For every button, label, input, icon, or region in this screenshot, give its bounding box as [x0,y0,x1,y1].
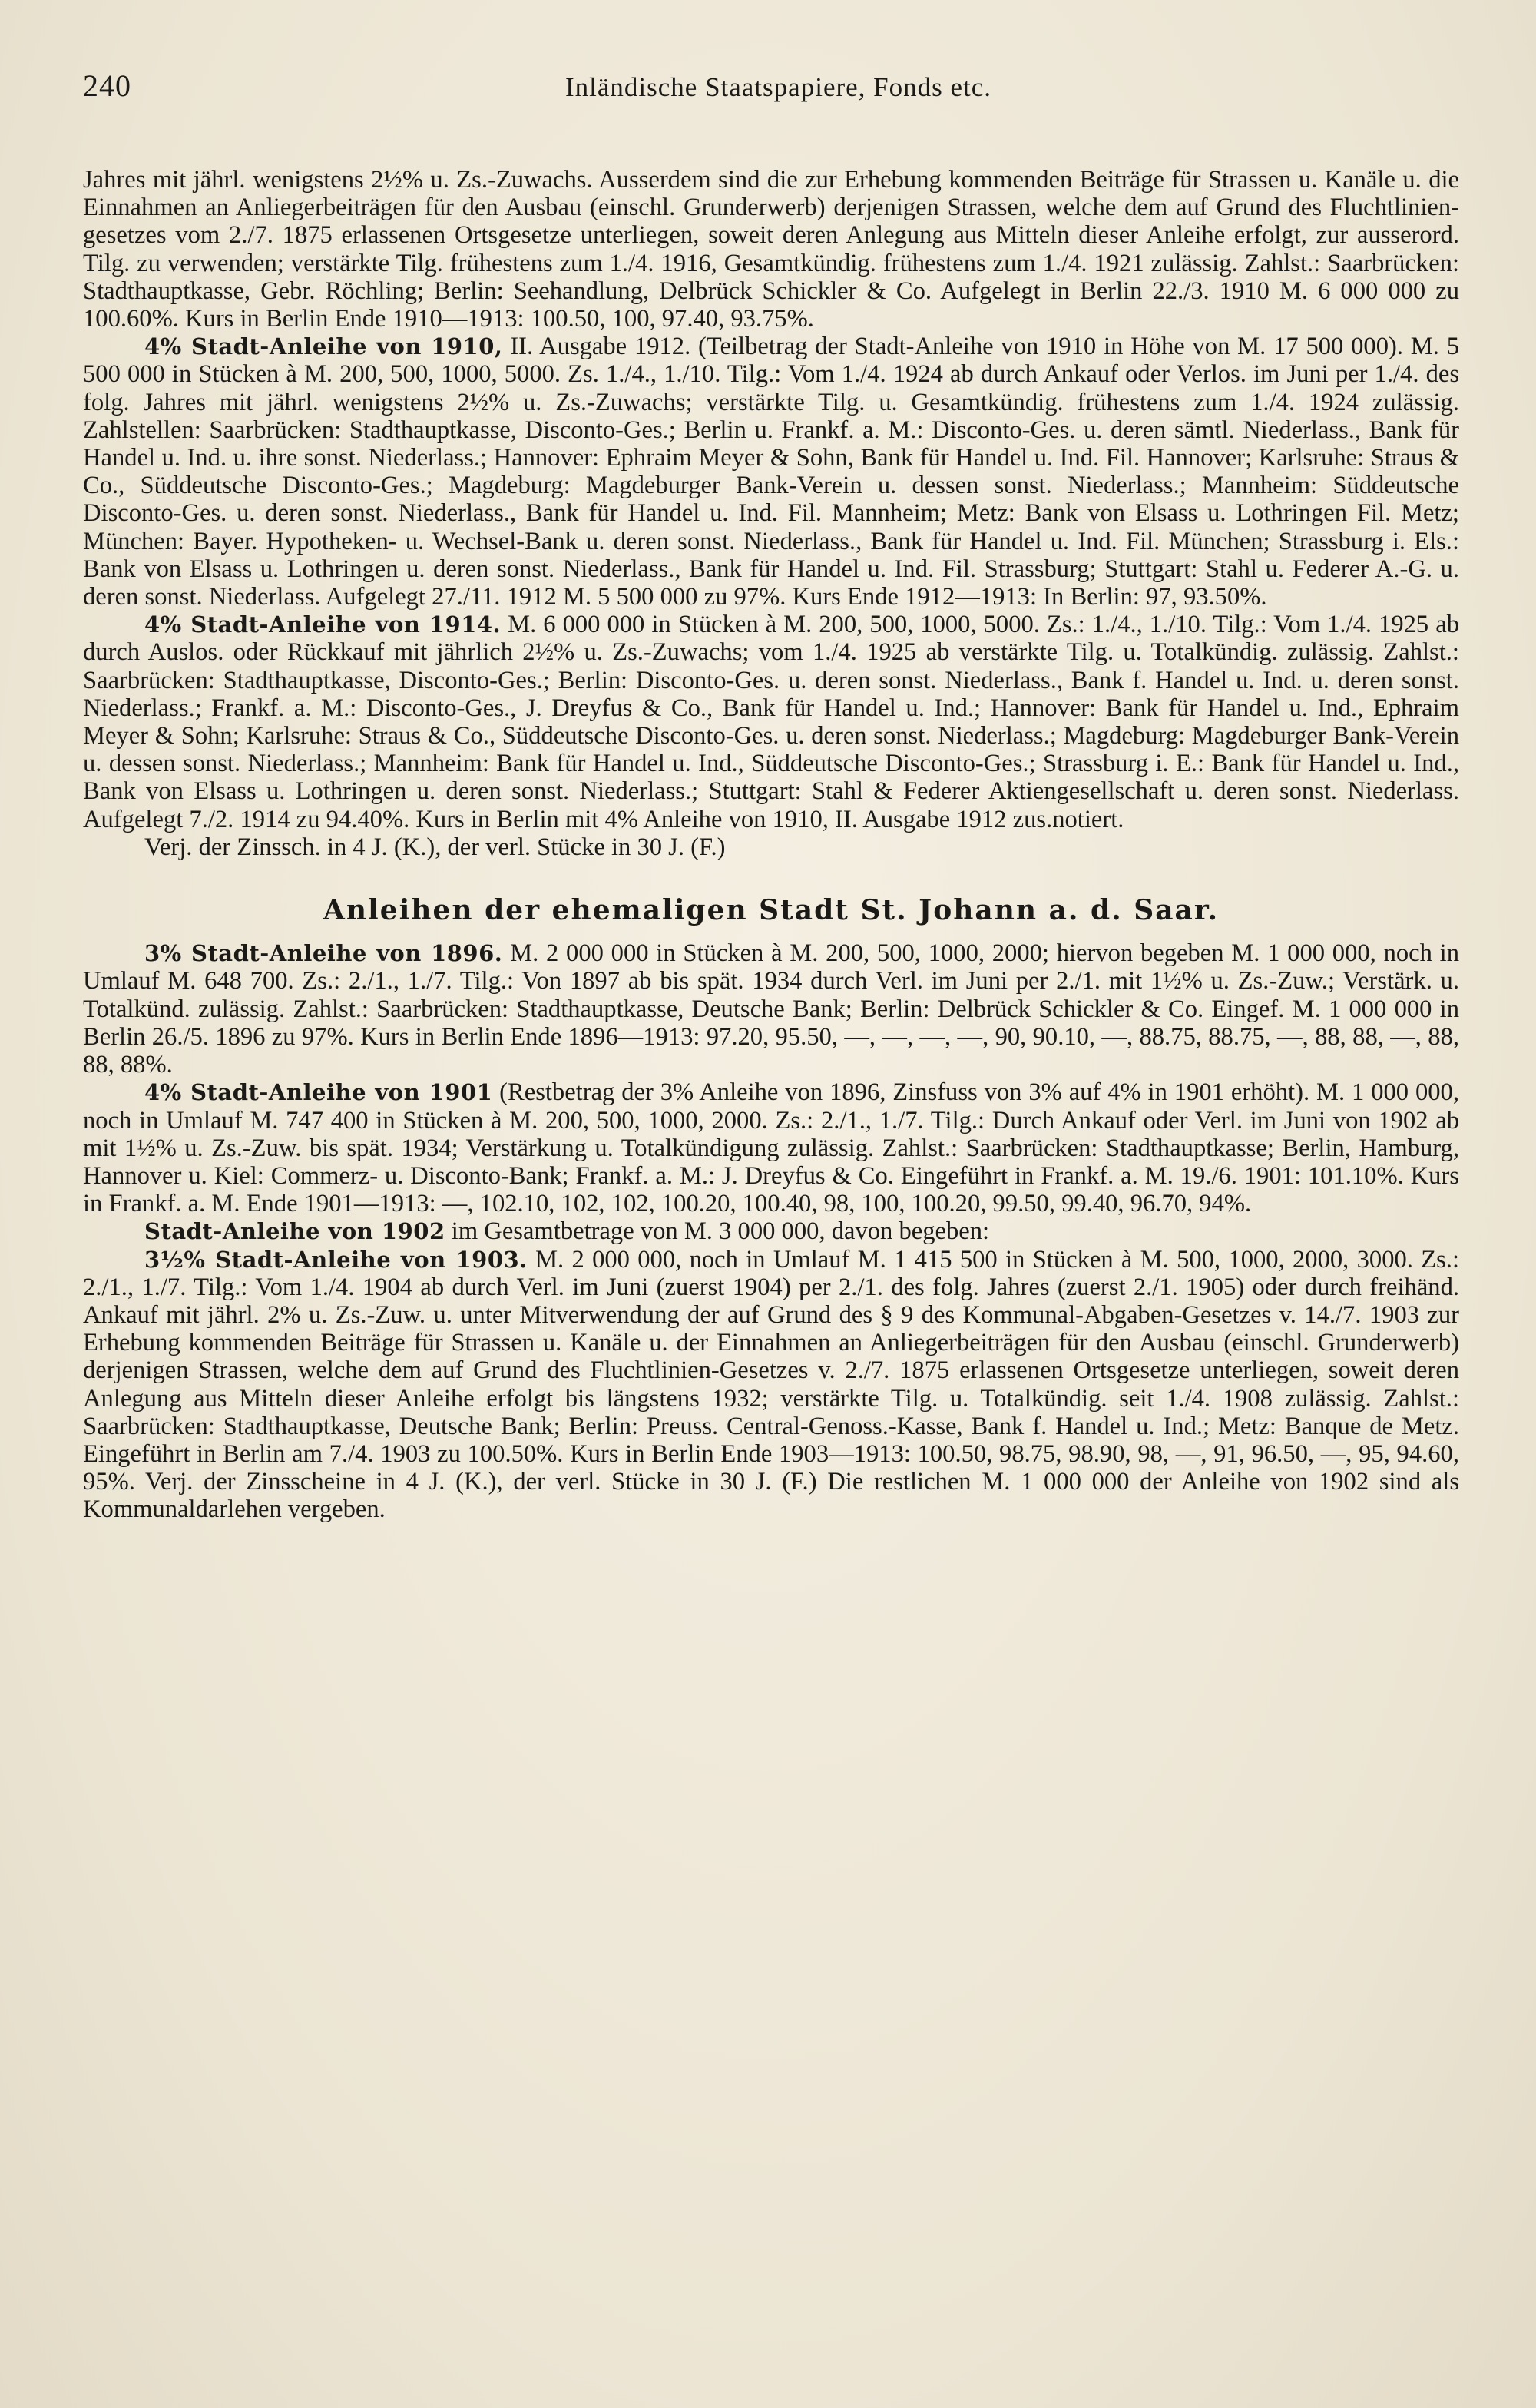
paragraph-text: M. 2 000 000 in Stücken à M. 200, 500, 1000, 2000; hiervon begeben M. 1 000 000, noch in Umlauf M. 648 700. Zs.: 2./1., 1./7. Tilg.: Von 1897 ab bis spät. 1934 durch Verl. im Juni per 2./1. mit 1½% u. Zs.-Zuw.; Verstärk. u. Totalkünd. zulässig. Zahlst.: Saarbrücken: Stadthauptkasse, Deutsche Bank; Berlin: Delbrück Schickler & Co. Eingef. M. 1 000 000 in Berlin 26./5. 1896 zu 97%. Kurs in Berlin Ende 1896—1913: 97.20, 95.50, —, —, —, —, 90, 90.10, —, 88.75, 88.75, —, 88, 88, —, 88, 88, 88%. [83,939,1459,1079]
paragraph-anleihe-1914 [83,611,1459,833]
paragraph-anleihe-1903 [83,1246,1459,1524]
paragraph-text: M. 6 000 000 in Stücken à M. 200, 500, 1000, 5000. Zs.: 1./4., 1./10. Tilg.: Vom 1./4. 1925 ab durch Auslos. oder Rückkauf mit jährlich 2½% u. Zs.-Zuwachs; vom 1./4. 1925 ab verstärkte Tilg. u. Totalkündig. zulässig. Zahlst.: Saarbrücken: Stadthauptkasse, Disconto-Ges.; Berlin: Disconto-Ges. u. deren sonst. Niederlass., Bank f. Handel u. Ind. u. deren sonst. Niederlass.; Frankf. a. M.: Disconto-Ges., J. Dreyfus & Co., Bank für Handel u. Ind.; Hannover: Bank für Handel u. Ind., Ephraim Meyer & Sohn; Karlsruhe: Straus & Co., Süddeutsche Disconto-Ges. u. deren sonst. Niederlass.; Magdeburg: Magdeburger Bank-Verein u. dessen sonst. Niederlass.; Mannheim: Bank für Handel u. Ind., Süddeutsche Disconto-Ges.; Strassburg i. E.: Bank für Handel u. Ind., Bank von Elsass u. Lothringen u. deren sonst. Niederlass.; Stuttgart: Stahl & Federer Aktiengesellschaft u. deren sonst. Niederlass. Aufgelegt 7./2. 1914 zu 94.40%. Kurs in Berlin mit 4% Anleihe von 1910, II. Ausgabe 1912 zus.notiert. [83,611,1459,833]
paragraph-lead: 4% Stadt-Anleihe von 1914. [144,611,502,638]
paragraph-text: im Gesamtbetrage von M. 3 000 000, davon begeben: [445,1217,990,1246]
paragraph-anleihe-1896 [83,939,1459,1078]
paragraph-lead: 3½% Stadt-Anleihe von 1903. [144,1246,528,1273]
paragraph-anleihe-1902 [83,1217,1459,1245]
page-header [83,68,1459,121]
paragraph-lead: 4% Stadt-Anleihe von 1910, [144,333,503,360]
paragraph-lead: 4% Stadt-Anleihe von 1901 [144,1079,493,1106]
paragraph-lead: 3% Stadt-Anleihe von 1896. [144,940,503,967]
paragraph-anleihe-1901 [83,1078,1459,1217]
paragraph-text: II. Ausgabe 1912. (Teilbetrag der Stadt-Anleihe von 1910 in Höhe von M. 17 500 000). M. 5 500 000 in Stücken à M. 200, 500, 1000, 5000. Zs. 1./4., 1./10. Tilg.: Vom 1./4. 1924 ab durch Ankauf oder Verlos. im Juni per 1./4. des folg. Jahres mit jährl. wenigstens 2½% u. Zs.-Zuwachs; verstärkte Tilg. u. Gesamtkündig. frühestens zum 1./4. 1924 zulässig. Zahlstellen: Saarbrücken: Stadthauptkasse, Disconto-Ges.; Berlin u. Frankf. a. M.: Disconto-Ges. u. deren sämtl. Niederlass., Bank für Handel u. Ind. u. ihre sonst. Niederlass.; Hannover: Ephraim Meyer & Sohn, Bank für Handel u. Ind. Fil. Hannover; Karlsruhe: Straus & Co., Süddeutsche Disconto-Ges.; Magdeburg: Magdeburger Bank-Verein u. dessen sonst. Niederlass.; Mannheim: Süddeutsche Disconto-Ges. u. deren sonst. Niederlass., Bank für Handel u. Ind. Fil. Mannheim; Metz: Bank von Elsass u. Lothringen Fil. Metz; München: Bayer. Hypotheken- u. Wechsel-Bank u. deren sonst. Niederlass., Bank für Handel u. Ind. Fil. München; Strassburg i. Els.: Bank von Elsass u. Lothringen u. deren sonst. Niederlass., Bank für Handel u. Ind. Fil. Strassburg; Stuttgart: Stahl u. Federer A.-G. u. deren sonst. Niederlass. Aufgelegt 27./11. 1912 M. 5 500 000 zu 97%. Kurs Ende 1912—1913: In Berlin: 97, 93.50%. [83,333,1459,611]
paragraph-verjaehrung [83,833,1459,861]
running-head: Inländische Staatspapiere, Fonds etc. [565,72,992,102]
section-heading: Anleihen der ehemaligen Stadt St. Johann a. d. Saar. [323,894,1220,927]
page-number: 240 [83,68,131,103]
paragraph-continuation [83,166,1459,333]
paragraph-text: Verj. der Zinssch. in 4 J. (K.), der verl. Stücke in 30 J. (F.) [144,833,726,861]
paragraph-text: Jahres mit jährl. wenigstens 2½% u. Zs.-Zuwachs. Ausserdem sind die zur Erhebung kommenden Beiträge für Strassen u. Kanäle u. die Einnahmen an Anliegerbeiträgen für den Ausbau (einschl. Grunderwerb) derjenigen Strassen, welche dem auf Grund des Fluchtlinien-gesetzes vom 2./7. 1875 erlassenen Ortsgesetze unterliegen, soweit deren Anlegung aus Mitteln dieser Anleihe erfolgt, zur ausserord. Tilg. zu verwenden; verstärkte Tilg. frühestens zum 1./4. 1916, Gesamtkündig. frühestens zum 1./4. 1921 zulässig. Zahlst.: Saarbrücken: Stadthauptkasse, Gebr. Röchling; Berlin: Seehandlung, Delbrück Schickler & Co. Aufgelegt in Berlin 22./3. 1910 M. 6 000 000 zu 100.60%. Kurs in Berlin Ende 1910—1913: 100.50, 100, 97.40, 93.75%. [83,166,1459,333]
paragraph-text: (Restbetrag der 3% Anleihe von 1896, Zinsfuss von 3% auf 4% in 1901 erhöht). M. 1 000 000, noch in Umlauf M. 747 400 in Stücken à M. 200, 500, 1000, 2000. Zs.: 2./1., 1./7. Tilg.: Durch Ankauf oder Verl. im Juni von 1902 ab mit 1½% u. Zs.-Zuw. bis spät. 1934; Verstärkung u. Totalkündigung zulässig. Zahlst.: Saarbrücken: Stadthauptkasse; Berlin, Hamburg, Hannover u. Kiel: Commerz- u. Disconto-Bank; Frankf. a. M.: J. Dreyfus & Co. Eingeführt in Frankf. a. M. 19./6. 1901: 101.10%. Kurs in Frankf. a. M. Ende 1901—1913: —, 102.10, 102, 102, 100.20, 100.40, 98, 100, 100.20, 99.50, 99.40, 96.70, 94%. [83,1078,1459,1218]
body-text [83,166,1459,1524]
paragraph-lead: Stadt-Anleihe von 1902 [144,1218,445,1245]
paragraph-text: M. 2 000 000, noch in Umlauf M. 1 415 500 in Stücken à M. 500, 1000, 2000, 3000. Zs.: 2./1., 1./7. Tilg.: Vom 1./4. 1904 ab durch Verl. im Juni (zuerst 1904) per 2./1. des folg. Jahres (zuerst 2./1. 1905) oder durch freihänd. Ankauf mit jährl. 2% u. Zs.-Zuw. u. unter Mitverwendung der auf Grund des § 9 des Kommunal-Abgaben-Gesetzes v. 14./7. 1903 zur Erhebung kommenden Beiträge für Strassen u. Kanäle u. der Einnahmen an Anliegerbeiträgen für den Ausbau (einschl. Grunderwerb) derjenigen Strassen, welche dem auf Grund des Fluchtlinien-Gesetzes v. 2./7. 1875 erlassenen Ortsgesetze unterliegen, soweit deren Anlegung aus Mitteln dieser Anleihe erfolgt bis längstens 1932; verstärkte Tilg. u. Totalkündig. seit 1./4. 1908 zulässig. Zahlst.: Saarbrücken: Stadthauptkasse, Deutsche Bank; Berlin: Preuss. Central-Genoss.-Kasse, Bank f. Handel u. Ind.; Metz: Banque de Metz. Eingeführt in Berlin am 7./4. 1903 zu 100.50%. Kurs in Berlin Ende 1903—1913: 100.50, 98.75, 98.90, 98, —, 91, 96.50, —, 95, 94.60, 95%. Verj. der Zinsscheine in 4 J. (K.), der verl. Stücke in 30 J. (F.) Die restlichen M. 1 000 000 der Anleihe von 1902 sind als Kommunaldarlehen vergeben. [83,1245,1459,1524]
paragraph-anleihe-1910 [83,333,1459,611]
